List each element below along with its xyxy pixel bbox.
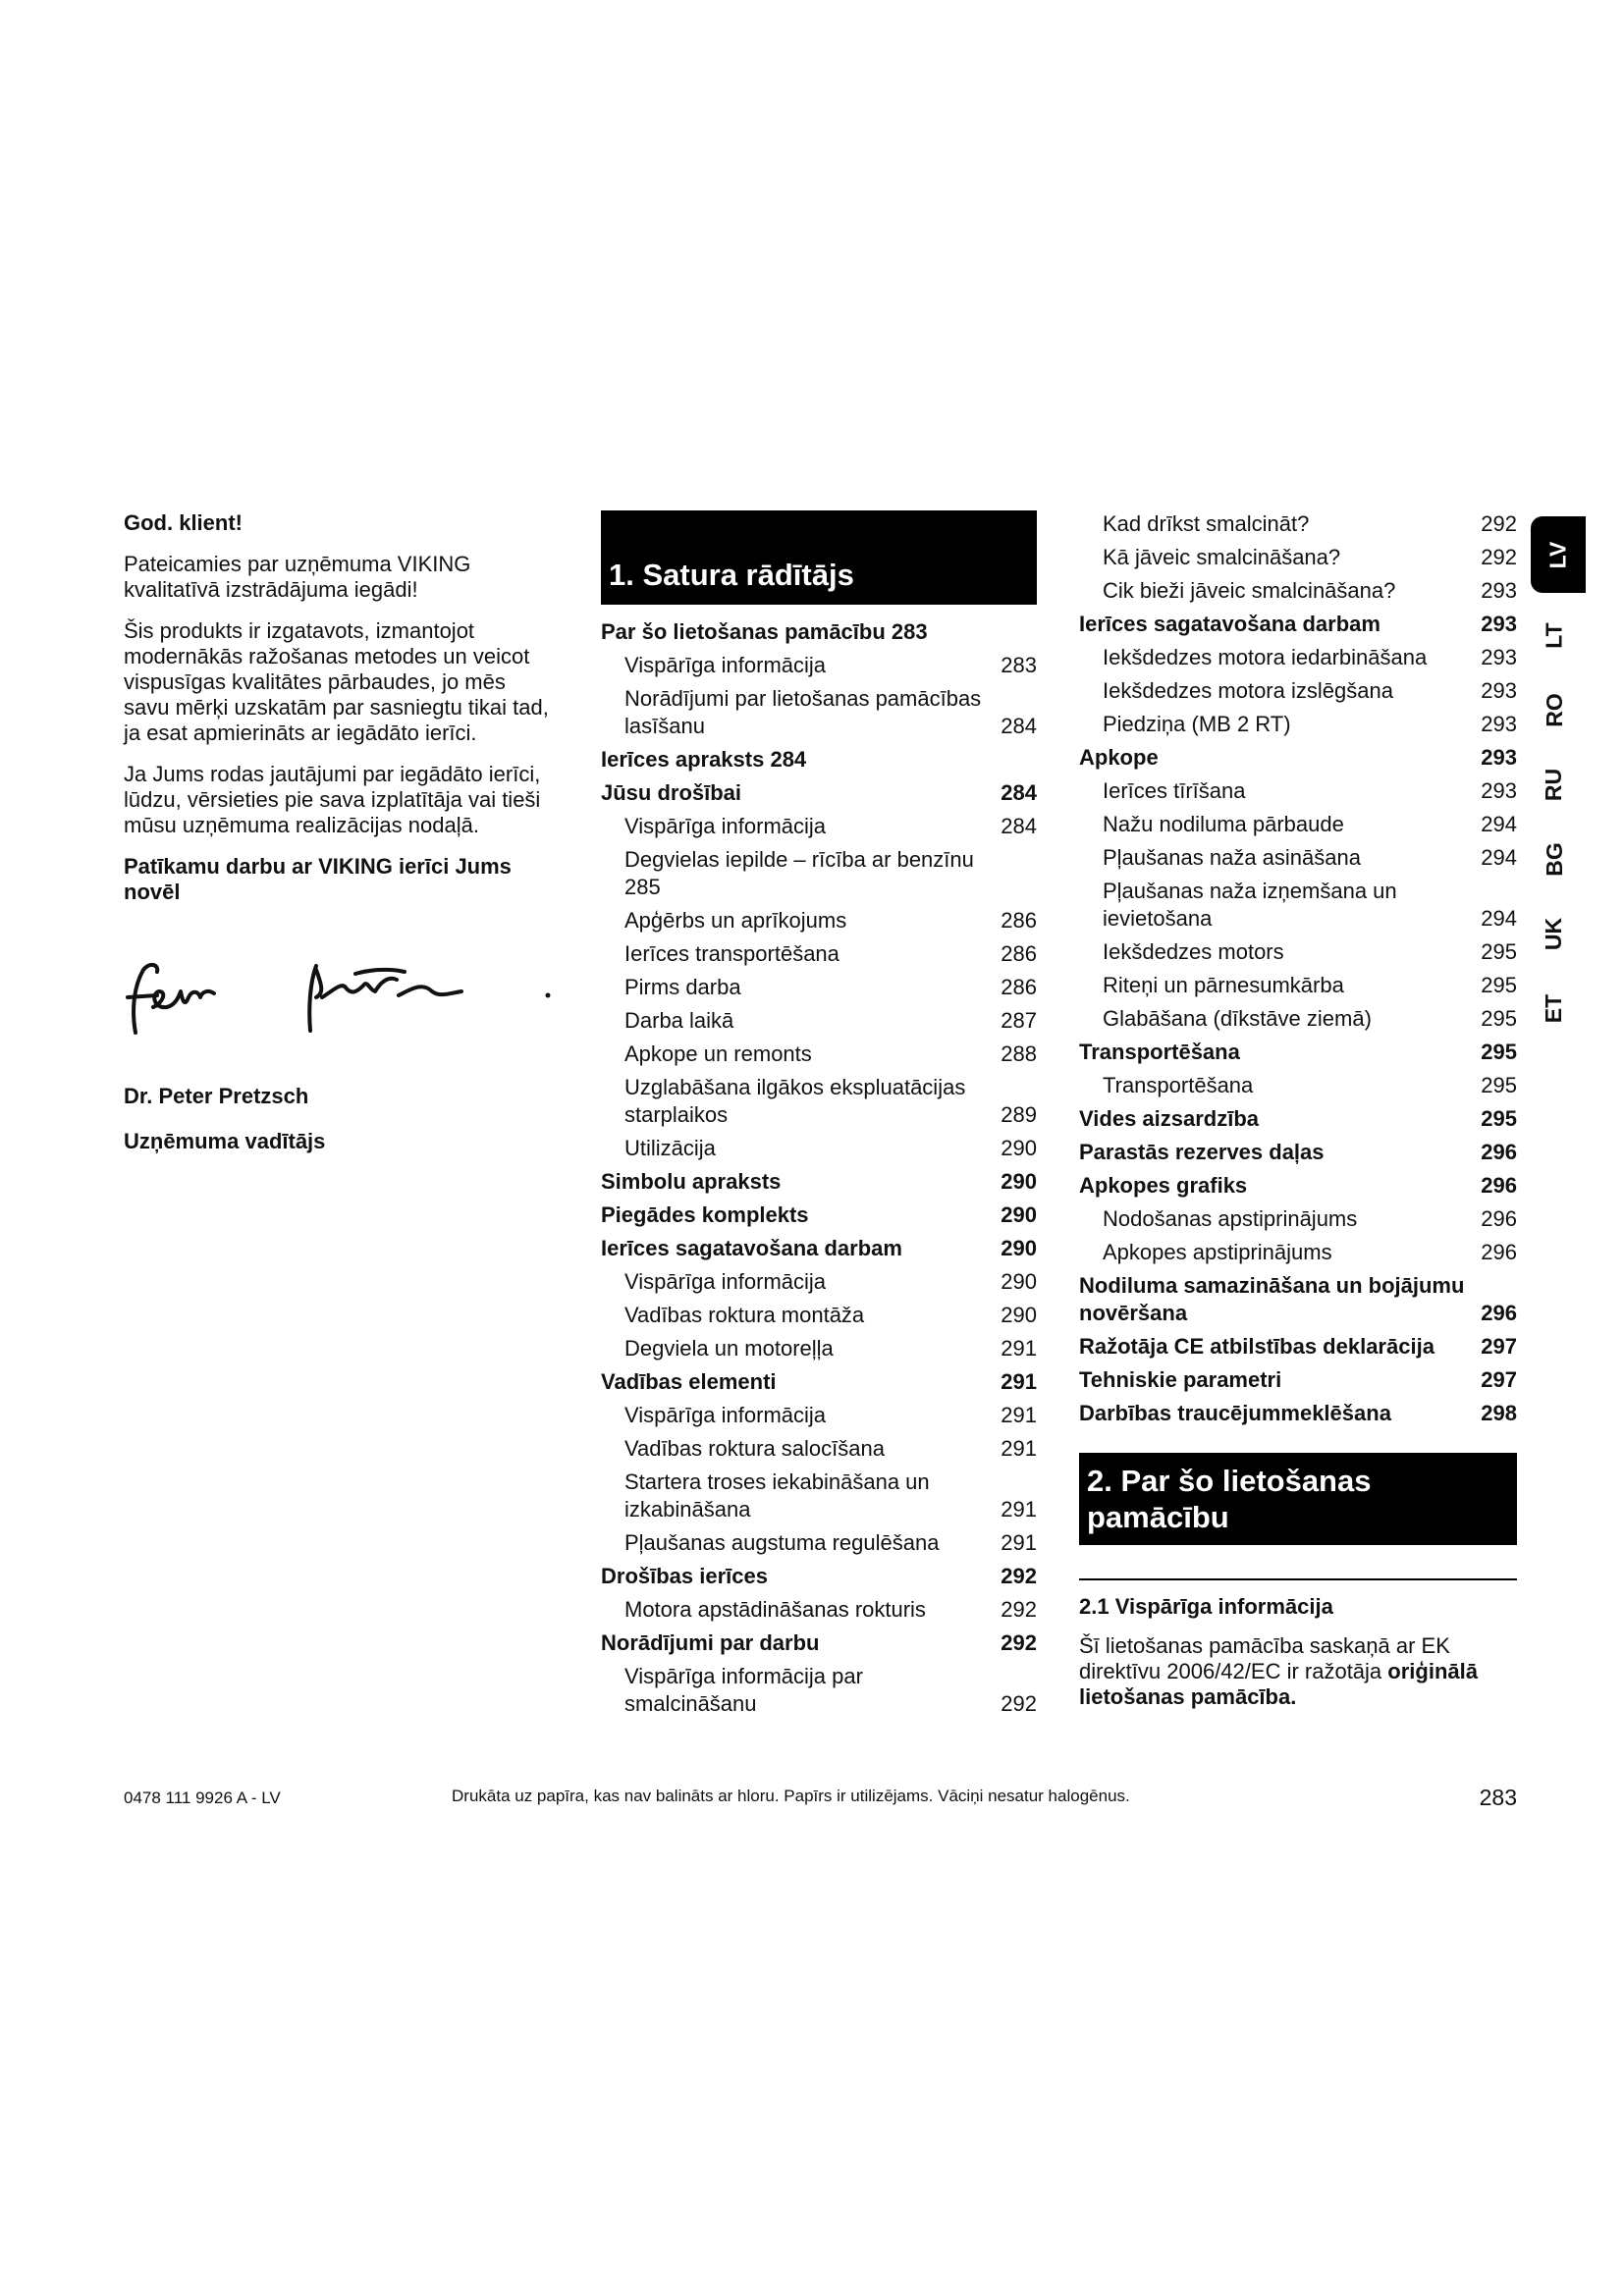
paper-note: Drukāta uz papīra, kas nav balināts ar hloru. Papīrs ir utilizējams. Vāciņi nesatur halogēnus.	[452, 1787, 1130, 1805]
toc-entry-title: Ierīces apraksts 284	[601, 747, 807, 772]
toc-entry-title: Degviela un motoreļļa	[624, 1336, 834, 1361]
toc-entry-page: 294	[1481, 812, 1517, 836]
toc-entry	[601, 1302, 1037, 1329]
toc-entry-title: Apkope	[1079, 745, 1159, 770]
toc-entry-title: Motora apstādināšanas rokturis	[624, 1597, 926, 1622]
toc-entry-title: Cik bieži jāveic smalcināšana?	[1103, 578, 1396, 603]
toc-entry-title: Apkope un remonts	[624, 1041, 812, 1066]
language-tab-label: ET	[1541, 993, 1567, 1023]
toc-entry-title: Vadības roktura salocīšana	[624, 1436, 885, 1461]
toc-entry	[601, 1201, 1037, 1229]
toc-entry-page: 283	[1001, 653, 1037, 677]
toc-entry	[1079, 938, 1517, 966]
toc-entry-page: 291	[1001, 1336, 1037, 1361]
intro-column	[124, 510, 556, 1174]
toc-entry	[1079, 1172, 1517, 1200]
page-number: 283	[1479, 1785, 1517, 1810]
toc-entry-page: 291	[1001, 1497, 1037, 1522]
toc-entry	[601, 746, 1037, 774]
toc-entry	[601, 1563, 1037, 1590]
toc-entry-title: Vispārīga informācija	[624, 814, 827, 838]
toc-entry-title: Riteņi un pārnesumkārba	[1103, 973, 1344, 997]
language-tab-lv	[1531, 516, 1586, 593]
toc-entry-page: 298	[1481, 1401, 1517, 1425]
toc-entry-title: Vadības roktura montāža	[624, 1303, 865, 1327]
intro-paragraph: Ja Jums rodas jautājumi par iegādāto ierīci, lūdzu, vērsieties pie sava izplatītāja vai tieši mūsu uzņēmuma realizācijas nodaļā.	[124, 762, 541, 837]
toc-entry-page: 292	[1001, 1630, 1037, 1655]
toc-entry	[601, 618, 1037, 646]
toc-entry-title: Piegādes komplekts	[601, 1202, 809, 1227]
language-tab-label: LV	[1544, 541, 1571, 568]
language-tab-label: RU	[1541, 768, 1567, 801]
toc-entry-title: Ierīces tīrīšana	[1103, 778, 1246, 803]
toc-entry-page: 296	[1481, 1301, 1517, 1325]
toc-entry-page: 293	[1481, 612, 1517, 636]
toc-entry	[1079, 711, 1517, 738]
toc-entry	[601, 779, 1037, 807]
toc-entry-title: Vides aizsardzība	[1079, 1106, 1260, 1131]
toc-entry-title: Pļaušanas naža izņemšana un ievietošana	[1103, 879, 1397, 931]
page-footer	[124, 1785, 1517, 1814]
toc-entry-page: 292	[1001, 1691, 1037, 1716]
toc-entry-page: 290	[1001, 1236, 1037, 1260]
toc-entry	[601, 846, 1037, 901]
toc-entry-page: 295	[1481, 1073, 1517, 1097]
toc-entry	[601, 1596, 1037, 1624]
language-tabs	[1535, 516, 1574, 1050]
toc-entry-page: 294	[1481, 845, 1517, 870]
toc-entry	[1079, 677, 1517, 705]
toc-entry	[601, 813, 1037, 840]
toc-entry	[1079, 1139, 1517, 1166]
toc-entry-page: 284	[1001, 814, 1037, 838]
toc-entry-title: Vispārīga informācija	[624, 1269, 827, 1294]
toc-entry	[601, 1629, 1037, 1657]
toc-entry	[1079, 777, 1517, 805]
toc-heading: 1. Satura rādītājs	[609, 558, 854, 592]
toc-entry-title: Drošības ierīces	[601, 1564, 768, 1588]
toc-entry-title: Ierīces sagatavošana darbam	[1079, 612, 1380, 636]
toc-entry-page: 291	[1001, 1403, 1037, 1427]
toc-entry	[1079, 611, 1517, 638]
toc-entry	[601, 940, 1037, 968]
toc-list	[1079, 510, 1517, 1427]
toc-entry	[1079, 1400, 1517, 1427]
toc-entry-title: Vispārīga informācija par smalcināšanu	[624, 1664, 863, 1716]
toc-entry	[601, 1074, 1037, 1129]
language-tab-bg	[1535, 827, 1574, 891]
document-code: 0478 111 9926 A - LV	[124, 1789, 281, 1807]
toc-entry	[1079, 1005, 1517, 1033]
toc-entry-title: Transportēšana	[1103, 1073, 1254, 1097]
toc-entry-page: 295	[1481, 1040, 1517, 1064]
toc-entry-title: Nažu nodiluma pārbaude	[1103, 812, 1344, 836]
closing-line: Patīkamu darbu ar VIKING ierīci Jums novēl	[124, 854, 512, 904]
toc-column-1	[601, 510, 1037, 1724]
intro-paragraph: Šis produkts ir izgatavots, izmantojot modernākās ražošanas metodes un veicot vispusīgas kvalitātes pārbaudes, jo mēs savu mērķi uzskatām par sasniegtu tikai tad, ja esat apmierināts ar iegādāto ierīci.	[124, 618, 549, 745]
toc-entry-page: 284	[1001, 780, 1037, 805]
toc-entry	[1079, 1272, 1517, 1327]
toc-entry-page: 294	[1481, 906, 1517, 931]
language-tab-label: UK	[1541, 917, 1567, 950]
toc-entry	[1079, 1366, 1517, 1394]
toc-entry	[1079, 844, 1517, 872]
toc-column-2	[1079, 510, 1517, 1710]
language-tab-label: BG	[1541, 841, 1567, 877]
toc-entry	[1079, 811, 1517, 838]
toc-entry-page: 293	[1481, 745, 1517, 770]
toc-entry-title: Parastās rezerves daļas	[1079, 1140, 1325, 1164]
toc-entry-page: 290	[1001, 1169, 1037, 1194]
toc-entry	[601, 1235, 1037, 1262]
toc-entry	[1079, 972, 1517, 999]
toc-entry	[601, 652, 1037, 679]
toc-entry	[1079, 644, 1517, 671]
toc-entry-page: 297	[1481, 1334, 1517, 1359]
subsection-text-regular: Šī lietošanas pamācība saskaņā ar EK direktīvu 2006/42/EC ir ražotāja	[1079, 1633, 1450, 1683]
toc-entry-title: Uzglabāšana ilgākos ekspluatācijas starplaikos	[624, 1075, 966, 1127]
toc-entry-page: 292	[1481, 511, 1517, 536]
toc-entry-page: 293	[1481, 645, 1517, 669]
toc-entry	[601, 1529, 1037, 1557]
toc-entry-title: Iekšdedzes motors	[1103, 939, 1284, 964]
toc-entry-title: Simbolu apraksts	[601, 1169, 782, 1194]
toc-entry	[601, 1402, 1037, 1429]
toc-entry-title: Darbības traucējummeklēšana	[1079, 1401, 1391, 1425]
toc-entry-page: 293	[1481, 712, 1517, 736]
toc-list	[601, 618, 1037, 1718]
toc-entry-title: Norādījumi par darbu	[601, 1630, 820, 1655]
toc-entry	[601, 1468, 1037, 1523]
toc-entry-page: 296	[1481, 1140, 1517, 1164]
language-tab-label: LT	[1541, 621, 1567, 649]
toc-entry-page: 296	[1481, 1206, 1517, 1231]
toc-entry-page: 295	[1481, 973, 1517, 997]
toc-entry	[1079, 1072, 1517, 1099]
toc-entry-page: 290	[1001, 1136, 1037, 1160]
toc-entry-page: 291	[1001, 1436, 1037, 1461]
toc-entry-title: Darba laikā	[624, 1008, 734, 1033]
toc-entry-title: Jūsu drošībai	[601, 780, 742, 805]
toc-entry-title: Nodiluma samazināšana un bojājumu novēršana	[1079, 1273, 1465, 1325]
toc-entry-title: Tehniskie parametri	[1079, 1367, 1282, 1392]
toc-entry-title: Vadības elementi	[601, 1369, 777, 1394]
toc-entry	[601, 1663, 1037, 1718]
subsection-text-bold: oriģinālā lietošanas pamācība.	[1079, 1659, 1478, 1709]
toc-entry-title: Nodošanas apstiprinājums	[1103, 1206, 1358, 1231]
toc-entry	[601, 1368, 1037, 1396]
toc-entry	[601, 1168, 1037, 1196]
language-tab-et	[1535, 976, 1574, 1041]
toc-entry-title: Pirms darba	[624, 975, 741, 999]
subsection-text	[1079, 1633, 1517, 1710]
toc-entry-title: Ražotāja CE atbilstības deklarācija	[1079, 1334, 1435, 1359]
toc-entry	[1079, 1205, 1517, 1233]
toc-entry-page: 286	[1001, 908, 1037, 933]
toc-entry-page: 290	[1001, 1303, 1037, 1327]
toc-entry-title: Glabāšana (dīkstāve ziemā)	[1103, 1006, 1372, 1031]
toc-entry-page: 291	[1001, 1530, 1037, 1555]
toc-entry-page: 295	[1481, 1106, 1517, 1131]
toc-entry-page: 293	[1481, 778, 1517, 803]
toc-entry-title: Iekšdedzes motora izslēgšana	[1103, 678, 1393, 703]
toc-entry-page: 292	[1481, 545, 1517, 569]
toc-entry	[601, 974, 1037, 1001]
toc-entry-page: 293	[1481, 578, 1517, 603]
toc-entry	[1079, 1105, 1517, 1133]
toc-entry	[1079, 744, 1517, 772]
toc-entry-title: Startera troses iekabināšana un izkabināšana	[624, 1469, 930, 1522]
toc-entry-title: Degvielas iepilde – rīcība ar benzīnu 285	[624, 847, 974, 899]
language-tab-lt	[1535, 603, 1574, 667]
toc-entry-page: 295	[1481, 1006, 1517, 1031]
toc-entry	[601, 1007, 1037, 1035]
toc-entry	[1079, 1333, 1517, 1361]
toc-entry-page: 284	[1001, 714, 1037, 738]
toc-entry-title: Vispārīga informācija	[624, 1403, 827, 1427]
toc-entry-page: 288	[1001, 1041, 1037, 1066]
toc-entry-page: 296	[1481, 1240, 1517, 1264]
language-tab-uk	[1535, 901, 1574, 966]
section-2-heading: 2. Par šo lietošanas pamācību	[1087, 1464, 1372, 1534]
toc-entry-page: 297	[1481, 1367, 1517, 1392]
toc-entry	[1079, 577, 1517, 605]
toc-entry-page: 292	[1001, 1597, 1037, 1622]
toc-entry	[601, 1335, 1037, 1362]
toc-entry	[601, 1268, 1037, 1296]
toc-entry-title: Ierīces sagatavošana darbam	[601, 1236, 902, 1260]
toc-heading-box	[601, 510, 1037, 605]
handwritten-signature-image	[124, 952, 556, 1041]
greeting: God. klient!	[124, 510, 243, 535]
toc-entry-title: Iekšdedzes motora iedarbināšana	[1103, 645, 1428, 669]
toc-entry-title: Apģērbs un aprīkojums	[624, 908, 847, 933]
divider	[1079, 1578, 1517, 1580]
toc-entry-page: 286	[1001, 975, 1037, 999]
toc-entry	[601, 1041, 1037, 1068]
toc-entry-page: 291	[1001, 1369, 1037, 1394]
toc-entry-page: 296	[1481, 1173, 1517, 1198]
toc-entry-title: Piedziņa (MB 2 RT)	[1103, 712, 1291, 736]
toc-entry-page: 287	[1001, 1008, 1037, 1033]
toc-entry	[1079, 1239, 1517, 1266]
toc-entry-page: 292	[1001, 1564, 1037, 1588]
language-tab-ro	[1535, 677, 1574, 742]
toc-entry	[601, 685, 1037, 740]
intro-paragraph: Pateicamies par uzņēmuma VIKING kvalitatīvā izstrādājuma iegādi!	[124, 552, 471, 602]
toc-entry-title: Apkopes apstiprinājums	[1103, 1240, 1332, 1264]
toc-entry	[601, 907, 1037, 934]
toc-entry-title: Vispārīga informācija	[624, 653, 827, 677]
toc-entry-page: 289	[1001, 1102, 1037, 1127]
signature-role: Uzņēmuma vadītājs	[124, 1129, 326, 1153]
toc-entry-page: 295	[1481, 939, 1517, 964]
subsection-heading: 2.1 Vispārīga informācija	[1079, 1594, 1333, 1619]
toc-entry-title: Pļaušanas augstuma regulēšana	[624, 1530, 940, 1555]
toc-entry-title: Kad drīkst smalcināt?	[1103, 511, 1310, 536]
toc-entry-page: 290	[1001, 1202, 1037, 1227]
toc-entry	[1079, 544, 1517, 571]
toc-entry-page: 290	[1001, 1269, 1037, 1294]
toc-entry	[601, 1435, 1037, 1463]
language-tab-ru	[1535, 752, 1574, 817]
toc-entry-title: Ierīces transportēšana	[624, 941, 839, 966]
toc-entry-title: Utilizācija	[624, 1136, 716, 1160]
toc-entry-page: 293	[1481, 678, 1517, 703]
language-tab-label: RO	[1541, 692, 1567, 727]
toc-entry-title: Transportēšana	[1079, 1040, 1240, 1064]
toc-entry	[1079, 1039, 1517, 1066]
toc-entry	[601, 1135, 1037, 1162]
signature-name: Dr. Peter Pretzsch	[124, 1084, 309, 1108]
toc-entry-title: Norādījumi par lietošanas pamācības lasīšanu	[624, 686, 982, 738]
toc-entry	[1079, 510, 1517, 538]
toc-entry-title: Apkopes grafiks	[1079, 1173, 1248, 1198]
toc-entry-title: Kā jāveic smalcināšana?	[1103, 545, 1341, 569]
toc-entry-title: Pļaušanas naža asināšana	[1103, 845, 1361, 870]
section-2-heading-box	[1079, 1453, 1517, 1545]
toc-entry	[1079, 878, 1517, 933]
toc-entry-title: Par šo lietošanas pamācību 283	[601, 619, 928, 644]
toc-entry-page: 286	[1001, 941, 1037, 966]
